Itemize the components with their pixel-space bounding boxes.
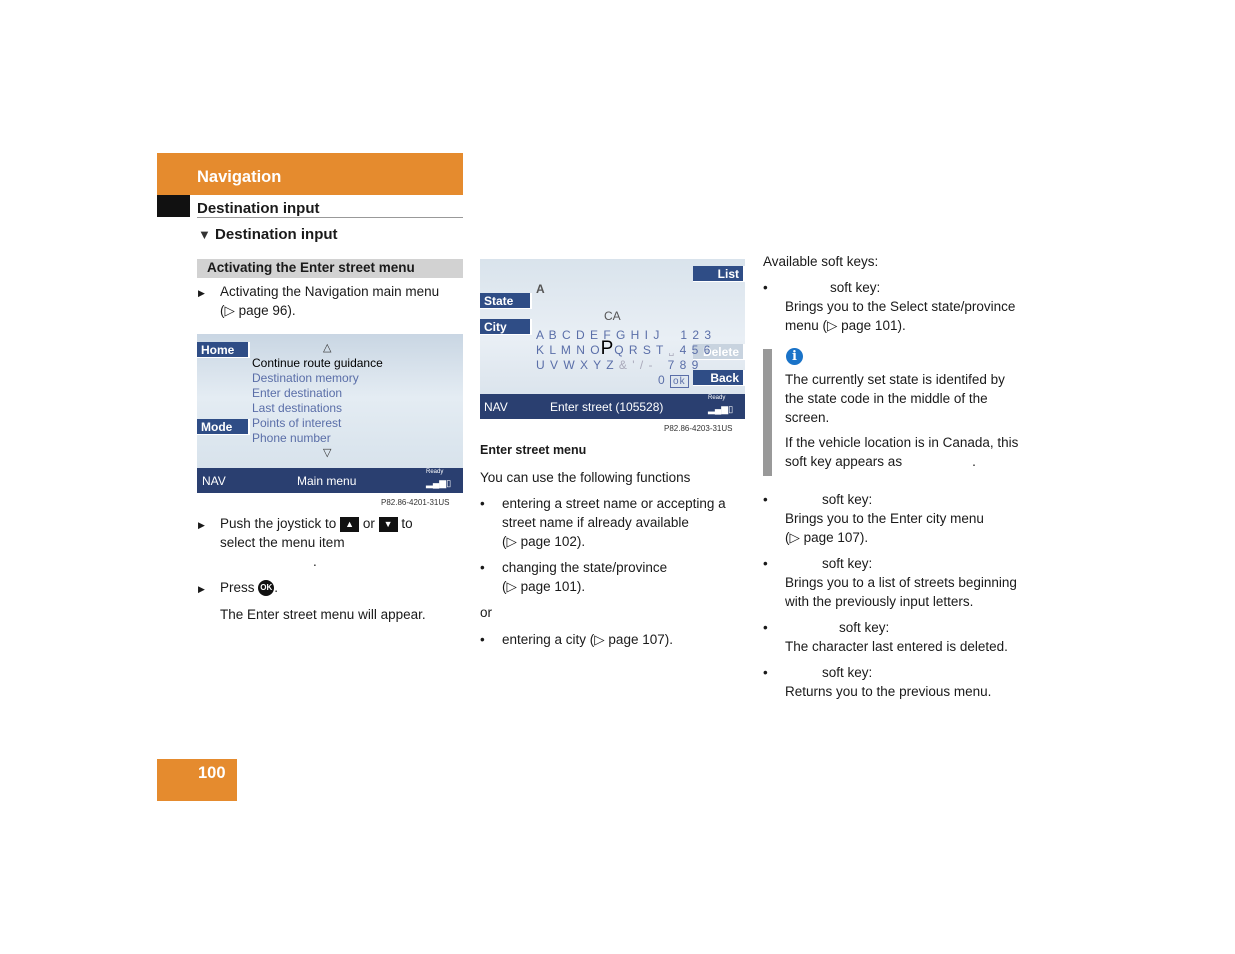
bullet-state: • changing the state/province (▷ page 101). xyxy=(480,560,668,594)
header-divider xyxy=(197,217,463,218)
city-softkey: City xyxy=(480,319,532,335)
section-tab-marker xyxy=(157,195,190,217)
step-arrow-icon: ▶ xyxy=(198,584,205,594)
softkey-delete-desc: • soft key: The character last entered is deleted. xyxy=(763,620,1008,654)
step-arrow-icon: ▶ xyxy=(198,288,205,298)
keyboard-cursor: P xyxy=(600,338,615,359)
menu-item-last-destinations: Last destinations xyxy=(252,401,343,415)
signal-icon: ▂▄▆▯ xyxy=(426,478,452,488)
info-note: The currently set state is identifed by the state code in the middle of the screen. If the vehicle location is in Canada, this soft key appears as . xyxy=(785,372,1019,469)
back-softkey: Back xyxy=(693,370,745,386)
mode-softkey: Mode xyxy=(197,419,250,435)
menu-item-enter-destination: Enter destination xyxy=(252,386,343,400)
joystick-up-icon: ▲ xyxy=(340,517,359,532)
delete-softkey: Delete xyxy=(693,344,745,360)
subsection-title: Destination input xyxy=(197,200,320,217)
menu-item-points-of-interest: Points of interest xyxy=(252,416,342,430)
available-softkeys-heading: Available soft keys: xyxy=(763,254,879,269)
step-joystick: ▶ Push the joystick to ▲ or ▼ to select the menu item . xyxy=(198,516,413,569)
step-result: The Enter street menu will appear. xyxy=(220,607,426,622)
box-title: Activating the Enter street menu xyxy=(197,259,463,278)
functions-intro: You can use the following functions xyxy=(480,470,691,485)
bullet-street: • entering a street name or accepting a street name if already available (▷ page 102). xyxy=(480,496,726,549)
menu-item-destination-memory: Destination memory xyxy=(252,371,359,385)
keyboard-row-4: 0 ok xyxy=(658,373,689,387)
step-press-ok: ▶ Press OK . xyxy=(198,580,279,595)
state-code: CA xyxy=(604,309,621,323)
softkey-list-desc: • soft key: Brings you to a list of streets beginning with the previously input letters. xyxy=(763,556,1017,609)
step-activate-nav: ▶ Activating the Navigation main menu (▷ page 96). xyxy=(198,284,440,318)
topic-title: ▼ Destination input xyxy=(198,226,338,243)
step-arrow-icon: ▶ xyxy=(198,520,205,530)
or-text: or xyxy=(480,605,493,620)
keyboard-row-3: U V W X Y Z & ' / - 7 8 9 xyxy=(536,358,700,372)
page-number: 100 xyxy=(157,759,237,801)
status-bar: NAV Enter street (105528) Ready ▂▄▆▯ xyxy=(480,394,745,419)
state-softkey: State xyxy=(480,293,532,309)
keyboard-row-1: A B C D E F G H I J 1 2 3 xyxy=(536,328,713,342)
main-menu-screenshot xyxy=(197,334,463,493)
menu-item-phone-number: Phone number xyxy=(252,431,331,445)
menu-item-continue: Continue route guidance xyxy=(252,356,383,370)
triangle-down-icon: ▼ xyxy=(198,227,211,242)
bullet-city: • entering a city (▷ page 107). xyxy=(480,632,673,647)
scroll-up-icon: △ xyxy=(323,342,332,354)
softkey-back-desc: • soft key: Returns you to the previous menu. xyxy=(763,665,992,699)
enter-street-screenshot xyxy=(480,259,745,419)
figure-caption-2: P82.86-4203-31US xyxy=(664,424,733,433)
softkey-city-desc: • soft key: Brings you to the Enter city menu (▷ page 107). xyxy=(763,492,984,545)
scroll-down-icon: ▽ xyxy=(323,447,332,459)
input-field: A xyxy=(536,282,545,296)
keyboard-row-2: K L M N OPQ R S T ␣ 4 5 6 xyxy=(536,338,712,359)
signal-icon: ▂▄▆▯ xyxy=(708,404,734,414)
figure-caption-1: P82.86-4201-31US xyxy=(381,498,450,507)
ok-button-icon: OK xyxy=(258,580,274,596)
softkey-state-desc: • soft key: Brings you to the Select state/province menu (▷ page 101). xyxy=(763,280,1016,333)
info-icon: i xyxy=(786,348,803,365)
info-sidebar xyxy=(763,349,772,476)
list-softkey: List xyxy=(693,266,745,282)
figure-heading: Enter street menu xyxy=(480,443,587,457)
home-softkey: Home xyxy=(197,342,250,358)
section-title: Navigation xyxy=(197,168,282,186)
joystick-down-icon: ▼ xyxy=(379,517,398,532)
status-bar: NAV Main menu Ready ▂▄▆▯ xyxy=(197,468,463,493)
